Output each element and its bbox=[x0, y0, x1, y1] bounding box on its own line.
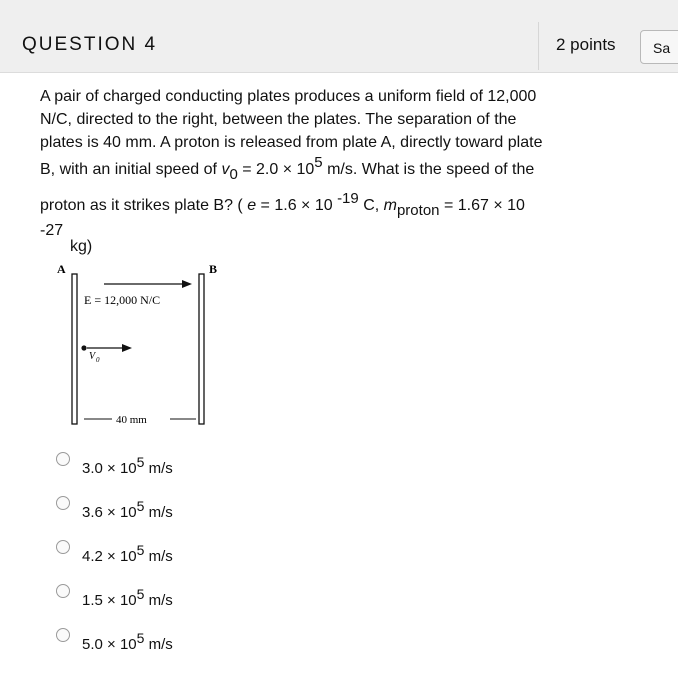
radio-button[interactable] bbox=[56, 496, 70, 510]
mass-unit: kg) bbox=[70, 238, 93, 255]
choice-exponent: 5 bbox=[136, 630, 145, 646]
line5-text-d: = 1.67 × 10 bbox=[439, 197, 525, 214]
choice-label bbox=[82, 630, 173, 653]
header-divider bbox=[538, 22, 539, 70]
choice-label bbox=[82, 542, 173, 565]
mass-exponent: -27 bbox=[40, 222, 64, 239]
radio-button[interactable] bbox=[56, 584, 70, 598]
line4-text-c: m/s. What is the speed of the bbox=[322, 161, 535, 178]
field-label: E = 12,000 N/C bbox=[84, 293, 161, 307]
choice-mantissa: 3.0 × 10 bbox=[82, 460, 137, 477]
line5-text-a: proton as it strikes plate B? ( bbox=[40, 197, 248, 214]
line4-text-a: B, with an initial speed of bbox=[40, 161, 222, 178]
problem-line-5 bbox=[40, 190, 525, 219]
choice-label bbox=[82, 498, 173, 521]
choice-mantissa: 3.6 × 10 bbox=[82, 504, 137, 521]
radio-button[interactable] bbox=[56, 452, 70, 466]
separation-label: 40 mm bbox=[116, 414, 147, 426]
capacitor-diagram bbox=[44, 256, 234, 431]
charge-symbol: e bbox=[247, 197, 257, 214]
plate-b-label: B bbox=[209, 262, 218, 276]
problem-line-3: plates is 40 mm. A proton is released from plate A, directly toward plate bbox=[40, 134, 543, 151]
choice-unit: m/s bbox=[144, 548, 173, 565]
problem-line-2: N/C, directed to the right, between the plates. The separation of the bbox=[40, 111, 517, 128]
plate-a bbox=[72, 274, 77, 424]
choice-mantissa: 4.2 × 10 bbox=[82, 548, 137, 565]
radio-button[interactable] bbox=[56, 540, 70, 554]
line5-text-b: = 1.6 × 10 bbox=[256, 197, 338, 214]
choice-unit: m/s bbox=[144, 504, 173, 521]
mass-subscript: proton bbox=[396, 202, 440, 219]
choice-unit: m/s bbox=[144, 636, 173, 653]
velocity-label-sub: 0 bbox=[96, 356, 100, 364]
choice-unit: m/s bbox=[144, 460, 173, 477]
charge-exponent: -19 bbox=[337, 190, 359, 207]
line5-text-c: C, bbox=[358, 197, 384, 214]
speed-exponent: 5 bbox=[314, 154, 323, 171]
plate-b bbox=[199, 274, 204, 424]
problem-line-1: A pair of charged conducting plates produces a uniform field of 12,000 bbox=[40, 88, 537, 105]
proton-dot bbox=[81, 345, 86, 350]
choice-unit: m/s bbox=[144, 592, 173, 609]
radio-button[interactable] bbox=[56, 628, 70, 642]
question-title: QUESTION 4 bbox=[22, 34, 158, 55]
field-arrowhead bbox=[182, 280, 192, 288]
choice-exponent: 5 bbox=[136, 586, 145, 602]
line4-text-b: = 2.0 × 10 bbox=[237, 161, 315, 178]
velocity-label: V bbox=[89, 351, 96, 362]
mass-symbol: m bbox=[383, 197, 397, 214]
velocity-symbol: v bbox=[221, 161, 230, 178]
choice-exponent: 5 bbox=[136, 542, 145, 558]
plate-a-label: A bbox=[57, 262, 66, 276]
choice-mantissa: 5.0 × 10 bbox=[82, 636, 137, 653]
velocity-arrowhead bbox=[122, 344, 132, 352]
choice-label bbox=[82, 586, 173, 609]
problem-line-4 bbox=[40, 154, 535, 183]
choice-mantissa: 1.5 × 10 bbox=[82, 592, 137, 609]
points-label: 2 points bbox=[556, 35, 616, 54]
velocity-subscript: 0 bbox=[229, 166, 238, 183]
choice-label bbox=[82, 454, 173, 477]
choice-exponent: 5 bbox=[136, 498, 145, 514]
choice-exponent: 5 bbox=[136, 454, 145, 470]
save-answer-button[interactable]: Sa bbox=[640, 30, 678, 64]
